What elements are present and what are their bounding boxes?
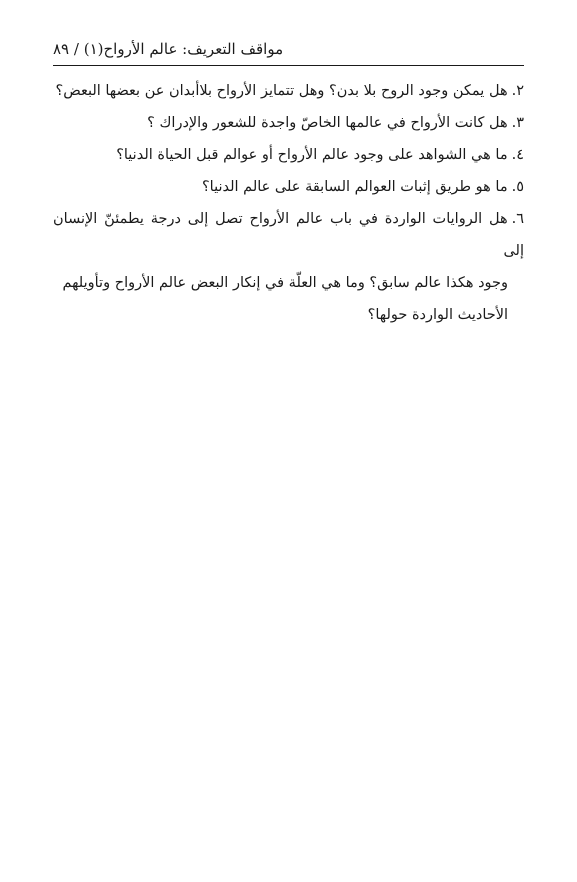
question-number: ٤. — [511, 147, 524, 163]
page-header — [53, 38, 524, 66]
question-text-line-1: هل الروايات الواردة في باب عالم الأرواح تصل إلى درجة يطمئنّ الإنسان إلى — [53, 211, 524, 259]
question-item-6 — [53, 203, 524, 331]
question-text: هل كانت الأرواح في عالمها الخاصّ واجدة للشعور والإدراك ؟ — [147, 115, 508, 131]
question-number: ٦. — [511, 211, 524, 227]
question-number: ٥. — [511, 179, 524, 195]
question-item-3 — [53, 107, 524, 139]
question-number: ٣. — [511, 115, 524, 131]
question-item-5 — [53, 171, 524, 203]
question-list — [53, 75, 524, 331]
question-text: ما هو طريق إثبات العوالم السابقة على عالم الدنيا؟ — [201, 179, 508, 195]
question-text-line-2: وجود هكذا عالم سابق؟ وما هي العلّة في إنكار البعض عالم الأرواح وتأويلهم — [62, 275, 508, 291]
question-text-line-3: الأحاديث الواردة حولها؟ — [367, 307, 508, 323]
question-number: ٢. — [511, 83, 524, 99]
header-rule — [53, 65, 524, 66]
running-title: مواقف التعريف: عالم الأرواح(١) / ٨٩ — [53, 40, 284, 58]
question-text: ما هي الشواهد على وجود عالم الأرواح أو عوالم قبل الحياة الدنيا؟ — [116, 147, 508, 163]
question-text: هل يمكن وجود الروح بلا بدن؟ وهل تتمايز الأرواح بلاأبدان عن بعضها البعض؟ — [55, 83, 508, 99]
question-item-2 — [53, 75, 524, 107]
question-item-4 — [53, 139, 524, 171]
